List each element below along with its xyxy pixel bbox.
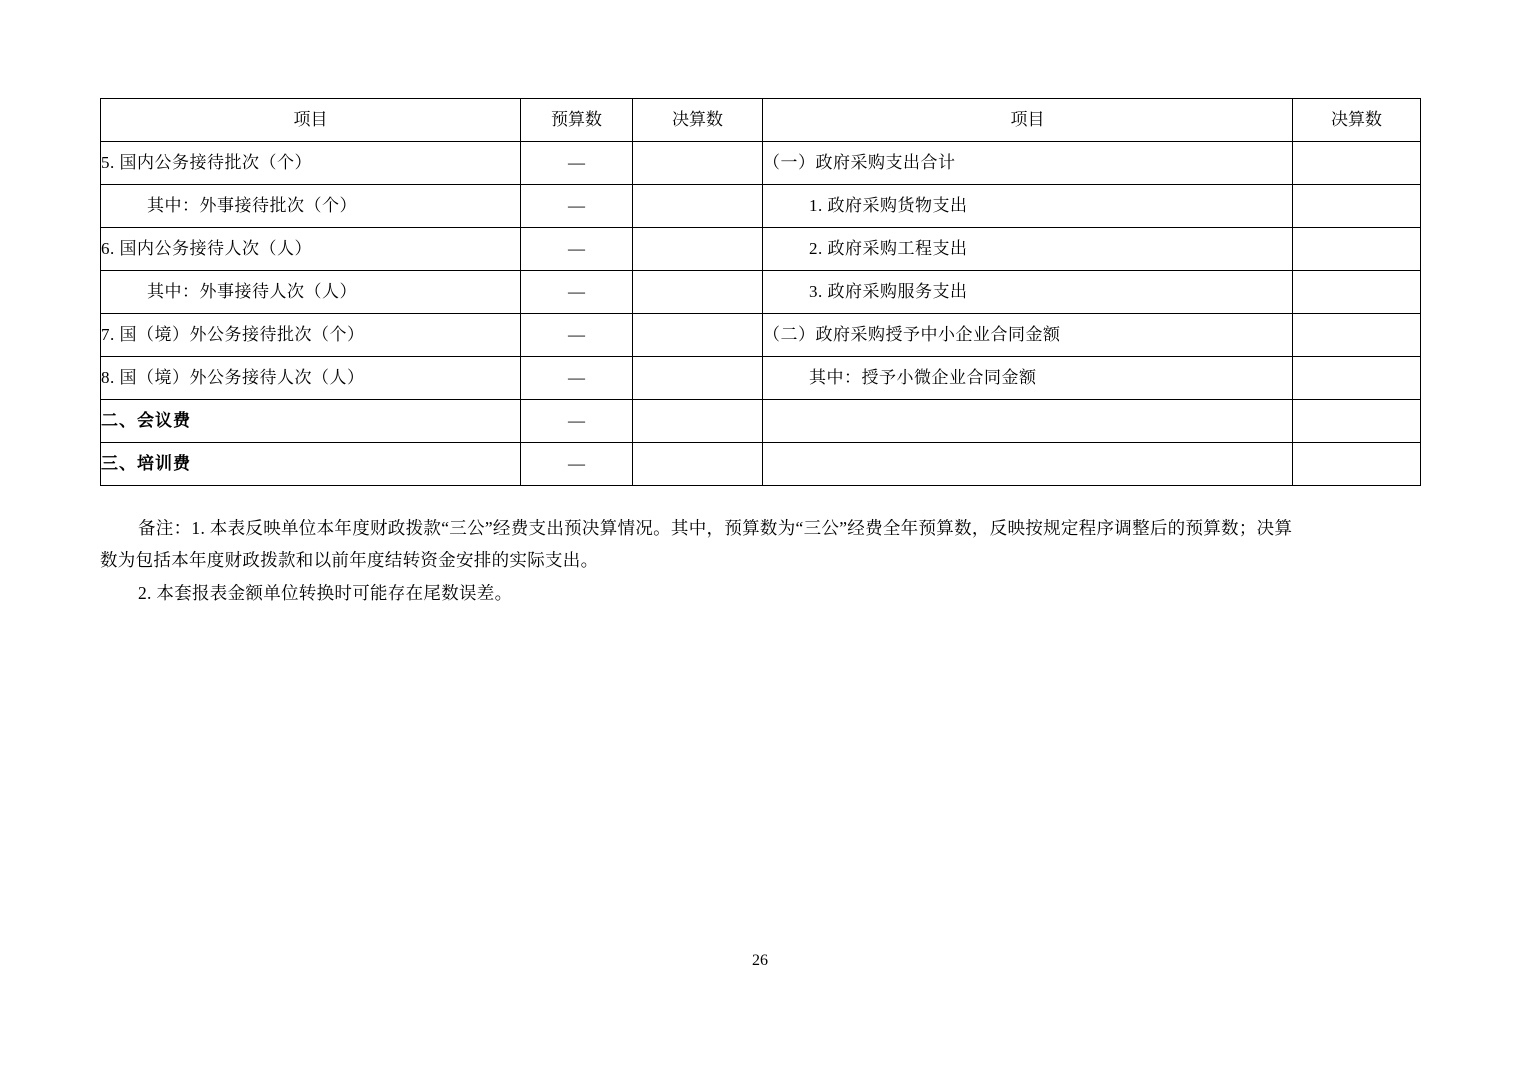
row-final-value: [633, 228, 763, 271]
table-body: [101, 142, 1421, 486]
row-label-left: 其中：外事接待批次（个）: [101, 185, 521, 228]
row-budget-value: —: [521, 400, 633, 443]
row-label-left: 其中：外事接待人次（人）: [101, 271, 521, 314]
row-final-value-right: [1293, 400, 1421, 443]
row-final-value: [633, 357, 763, 400]
row-label-left: 5. 国内公务接待批次（个）: [101, 142, 521, 185]
row-budget-value: —: [521, 357, 633, 400]
row-final-value: [633, 185, 763, 228]
row-label-right: 3. 政府采购服务支出: [763, 271, 1293, 314]
table-row: [101, 357, 1421, 400]
row-final-value-right: [1293, 142, 1421, 185]
row-label-right: 1. 政府采购货物支出: [763, 185, 1293, 228]
row-label-left: 8. 国（境）外公务接待人次（人）: [101, 357, 521, 400]
table-row: [101, 185, 1421, 228]
row-final-value-right: [1293, 443, 1421, 486]
row-budget-value: —: [521, 228, 633, 271]
page-number: 26: [752, 952, 768, 969]
table-row: [101, 271, 1421, 314]
table-header: [101, 99, 1421, 142]
row-label-left: 二、会议费: [101, 400, 521, 443]
table-row: [101, 400, 1421, 443]
row-final-value: [633, 142, 763, 185]
table-notes: [100, 512, 1420, 609]
row-final-value-right: [1293, 228, 1421, 271]
row-final-value: [633, 314, 763, 357]
row-budget-value: —: [521, 271, 633, 314]
row-label-left: 三、培训费: [101, 443, 521, 486]
column-header-item-right: 项目: [763, 99, 1293, 142]
column-header-budget: 预算数: [521, 99, 633, 142]
row-final-value: [633, 400, 763, 443]
row-label-left: 6. 国内公务接待人次（人）: [101, 228, 521, 271]
row-label-right: [763, 400, 1293, 443]
row-budget-value: —: [521, 142, 633, 185]
row-budget-value: —: [521, 185, 633, 228]
row-label-right: （一）政府采购支出合计: [763, 142, 1293, 185]
table-row: [101, 228, 1421, 271]
column-header-item-left: 项目: [101, 99, 521, 142]
row-final-value: [633, 271, 763, 314]
row-label-right: 2. 政府采购工程支出: [763, 228, 1293, 271]
table-row: [101, 142, 1421, 185]
table-row: [101, 314, 1421, 357]
row-budget-value: —: [521, 314, 633, 357]
table-header-row: [101, 99, 1421, 142]
note-line-1: 备注：1. 本表反映单位本年度财政拨款“三公”经费支出预决算情况。其中，预算数为“三公”经费全年预算数，反映按规定程序调整后的预算数；决算: [138, 518, 1293, 538]
row-final-value-right: [1293, 271, 1421, 314]
column-header-final: 决算数: [633, 99, 763, 142]
column-header-final-right: 决算数: [1293, 99, 1421, 142]
row-final-value-right: [1293, 314, 1421, 357]
row-budget-value: —: [521, 443, 633, 486]
note-line-3: 2. 本套报表金额单位转换时可能存在尾数误差。: [138, 582, 513, 603]
row-label-right: 其中：授予小微企业合同金额: [763, 357, 1293, 400]
row-label-right: （二）政府采购授予中小企业合同金额: [763, 314, 1293, 357]
row-label-right: [763, 443, 1293, 486]
table-row: [101, 443, 1421, 486]
row-final-value-right: [1293, 185, 1421, 228]
row-label-left: 7. 国（境）外公务接待批次（个）: [101, 314, 521, 357]
row-final-value: [633, 443, 763, 486]
budget-table: [100, 98, 1421, 486]
row-final-value-right: [1293, 357, 1421, 400]
note-line-2: 数为包括本年度财政拨款和以前年度结转资金安排的实际支出。: [100, 550, 599, 571]
